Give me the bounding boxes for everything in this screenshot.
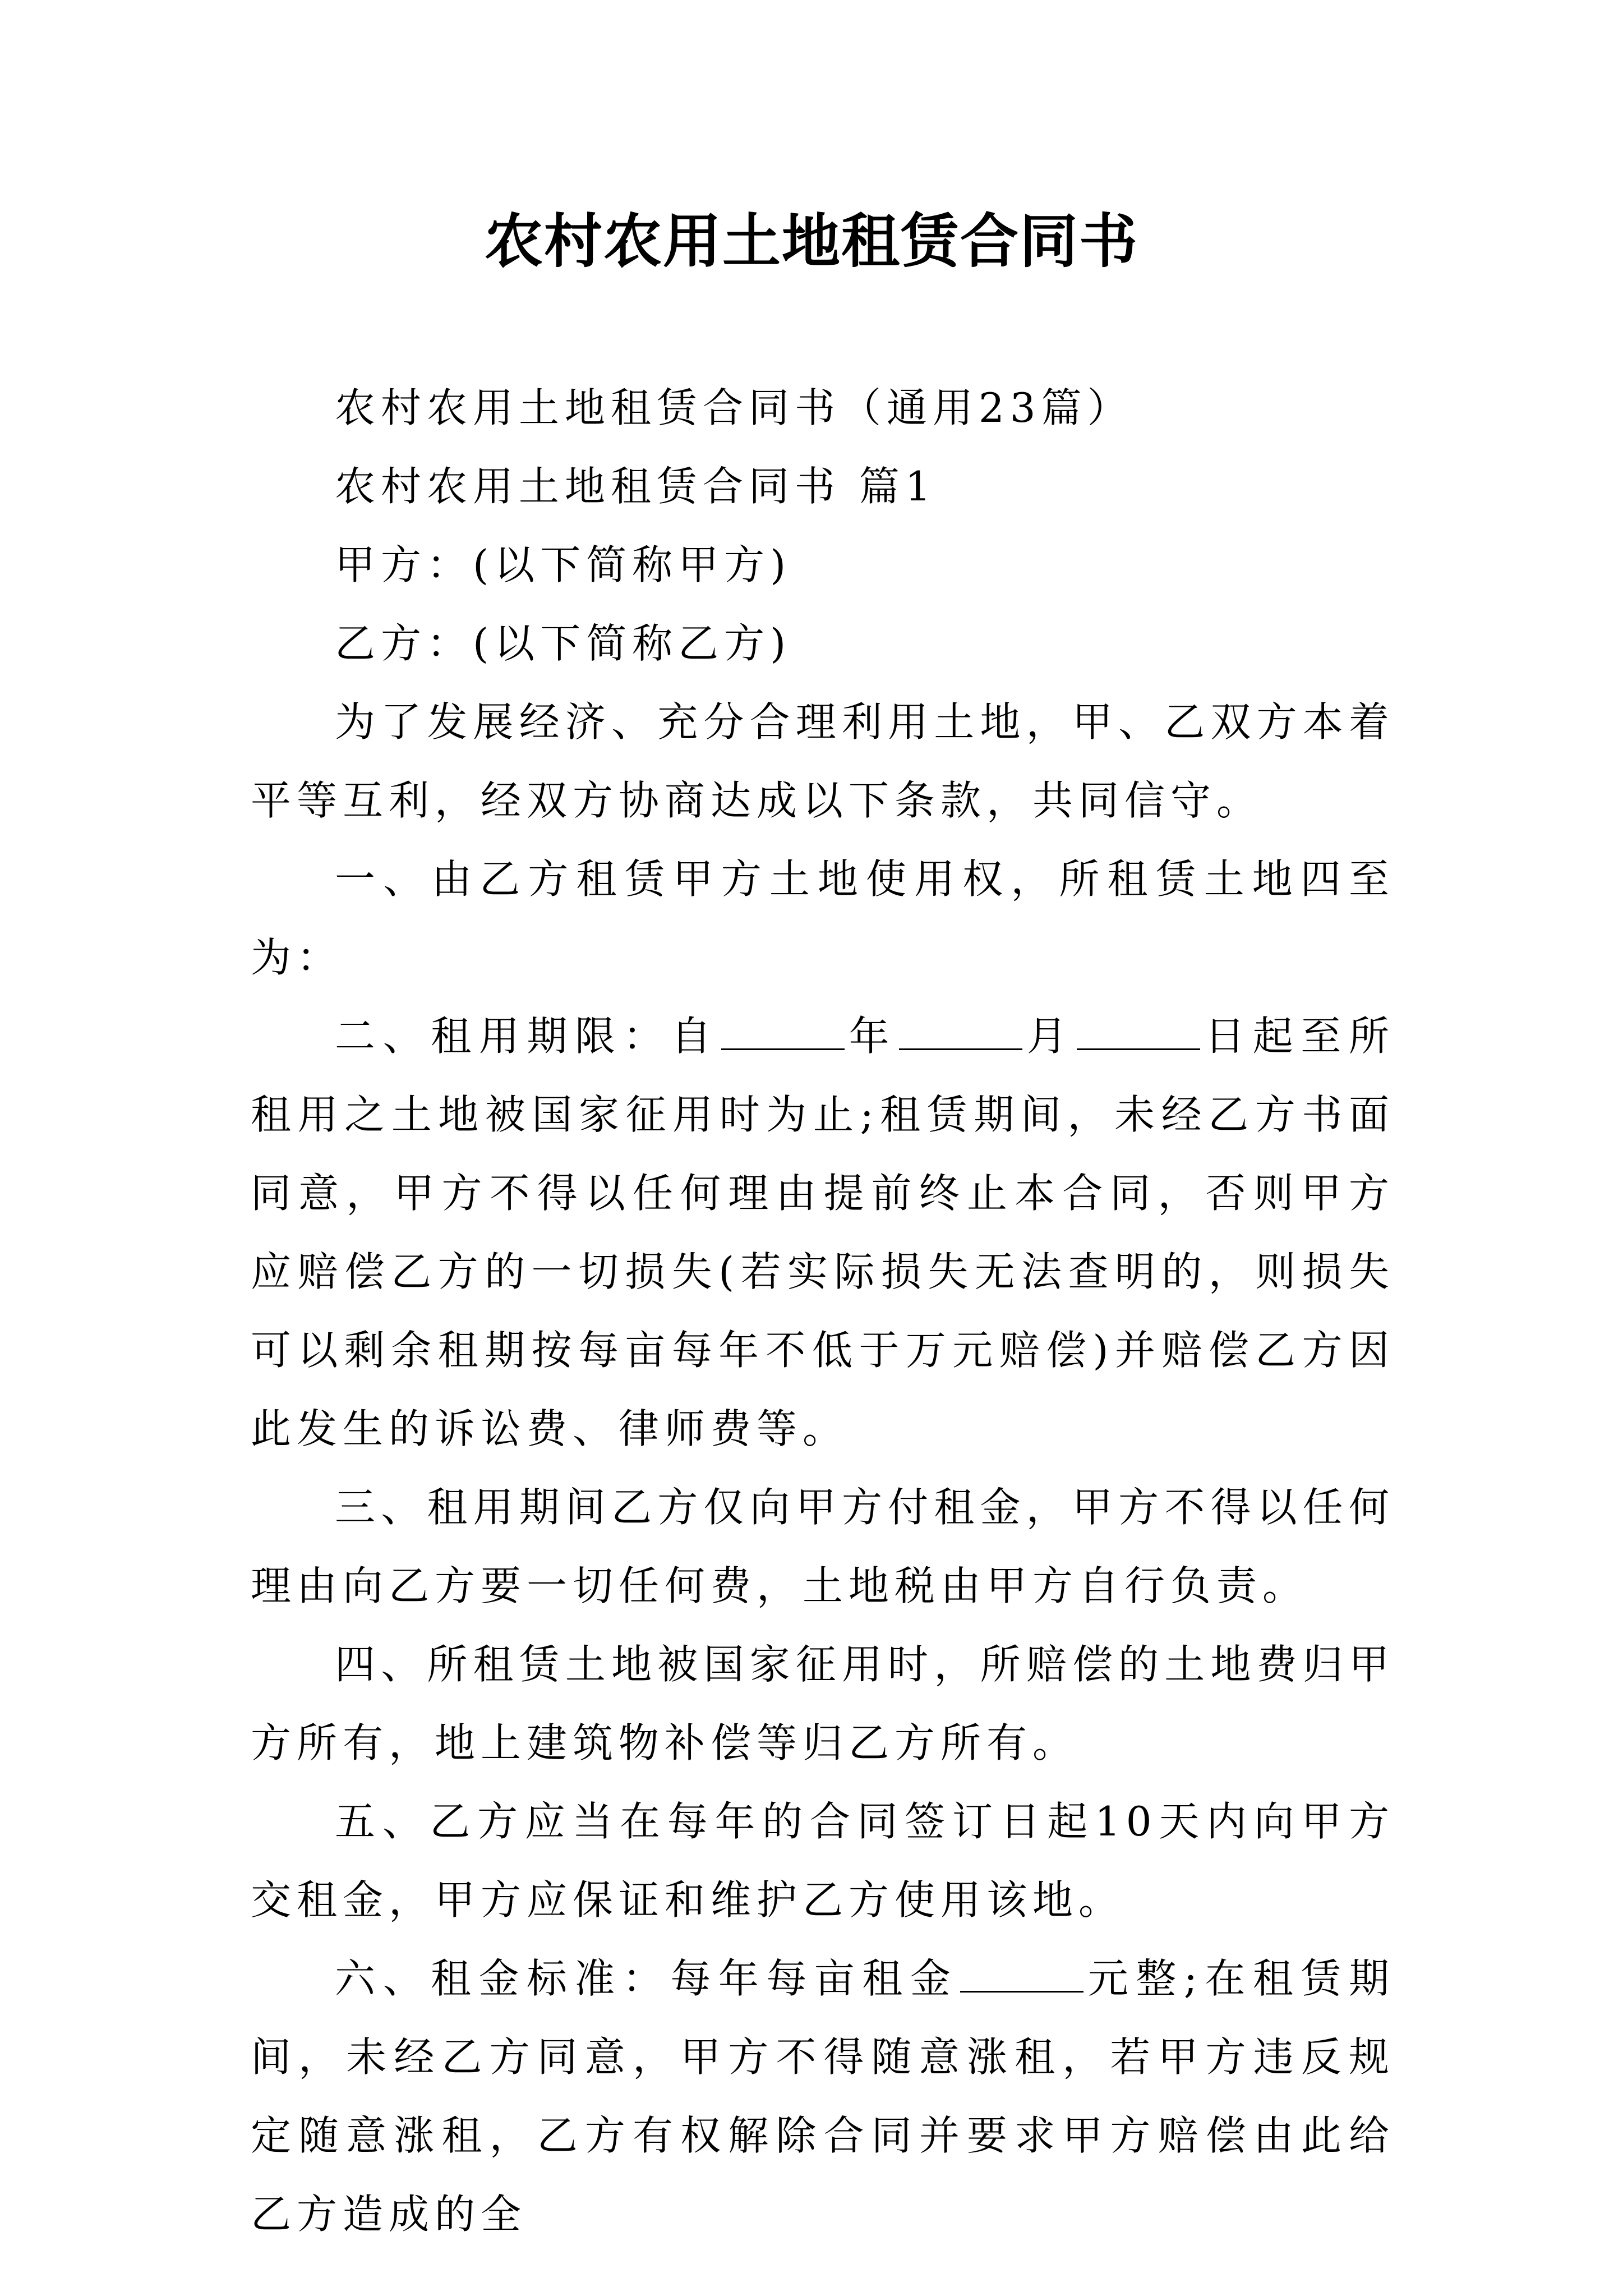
- paragraph-clause-6: [251, 1939, 1395, 2253]
- document-title: 农村农用土地租赁合同书: [484, 206, 1138, 275]
- paragraph-clause-1: 一、由乙方租赁甲方土地使用权，所租赁土地四至为：: [251, 855, 1395, 981]
- clause-2-text-d: 日起至所租用之土地被国家征用时为止;租赁期间，未经乙方书面同意，甲方不得以任何理由提前终止本合同，否则甲方应赔偿乙方的一切损失(若实际损失无法查明的，则损失可以剩余租期按每亩每年不低于万元赔偿)并赔偿乙方因此发生的诉讼费、律师费等。: [251, 1013, 1395, 1452]
- clause-2-text-a: 二、租用期限：自: [335, 1013, 719, 1060]
- blank-month-field: [899, 1008, 1022, 1050]
- clause-6-text-b: 元整;在租赁期间，未经乙方同意，甲方不得随意涨租，若甲方违反规定随意涨租，乙方有权解除合同并要求甲方赔偿由此给乙方造成的全: [251, 1955, 1395, 2238]
- paragraph-subtitle: 农村农用土地租赁合同书（通用23篇）: [335, 384, 1133, 431]
- paragraph-clause-3: 三、租用期间乙方仅向甲方付租金，甲方不得以任何理由向乙方要一切任何费，土地税由甲方自行负责。: [251, 1484, 1395, 1609]
- paragraph-preamble: 为了发展经济、充分合理利用土地，甲、乙双方本着平等互利，经双方协商达成以下条款，共同信守。: [251, 698, 1395, 824]
- paragraph-clause-2: [251, 997, 1395, 1468]
- clause-6-text-a: 六、租金标准：每年每亩租金: [335, 1955, 958, 2002]
- clause-2-text-b: 年: [846, 1013, 897, 1060]
- blank-rent-amount-field: [960, 1950, 1083, 1993]
- blank-year-field: [721, 1008, 845, 1050]
- paragraph-party-b: 乙方：(以下简称乙方): [335, 620, 792, 667]
- paragraph-section-heading: 农村农用土地租赁合同书 篇1: [335, 463, 937, 510]
- paragraph-party-a: 甲方：(以下简称甲方): [335, 541, 792, 588]
- blank-day-field: [1077, 1008, 1200, 1050]
- paragraph-clause-5: 五、乙方应当在每年的合同签订日起10天内向甲方交租金，甲方应保证和维护乙方使用该地。: [251, 1798, 1395, 1924]
- paragraph-clause-4: 四、所租赁土地被国家征用时，所赔偿的土地费归甲方所有，地上建筑物补偿等归乙方所有。: [251, 1641, 1395, 1766]
- clause-2-text-c: 月: [1025, 1013, 1075, 1060]
- document-body: [251, 369, 1395, 2253]
